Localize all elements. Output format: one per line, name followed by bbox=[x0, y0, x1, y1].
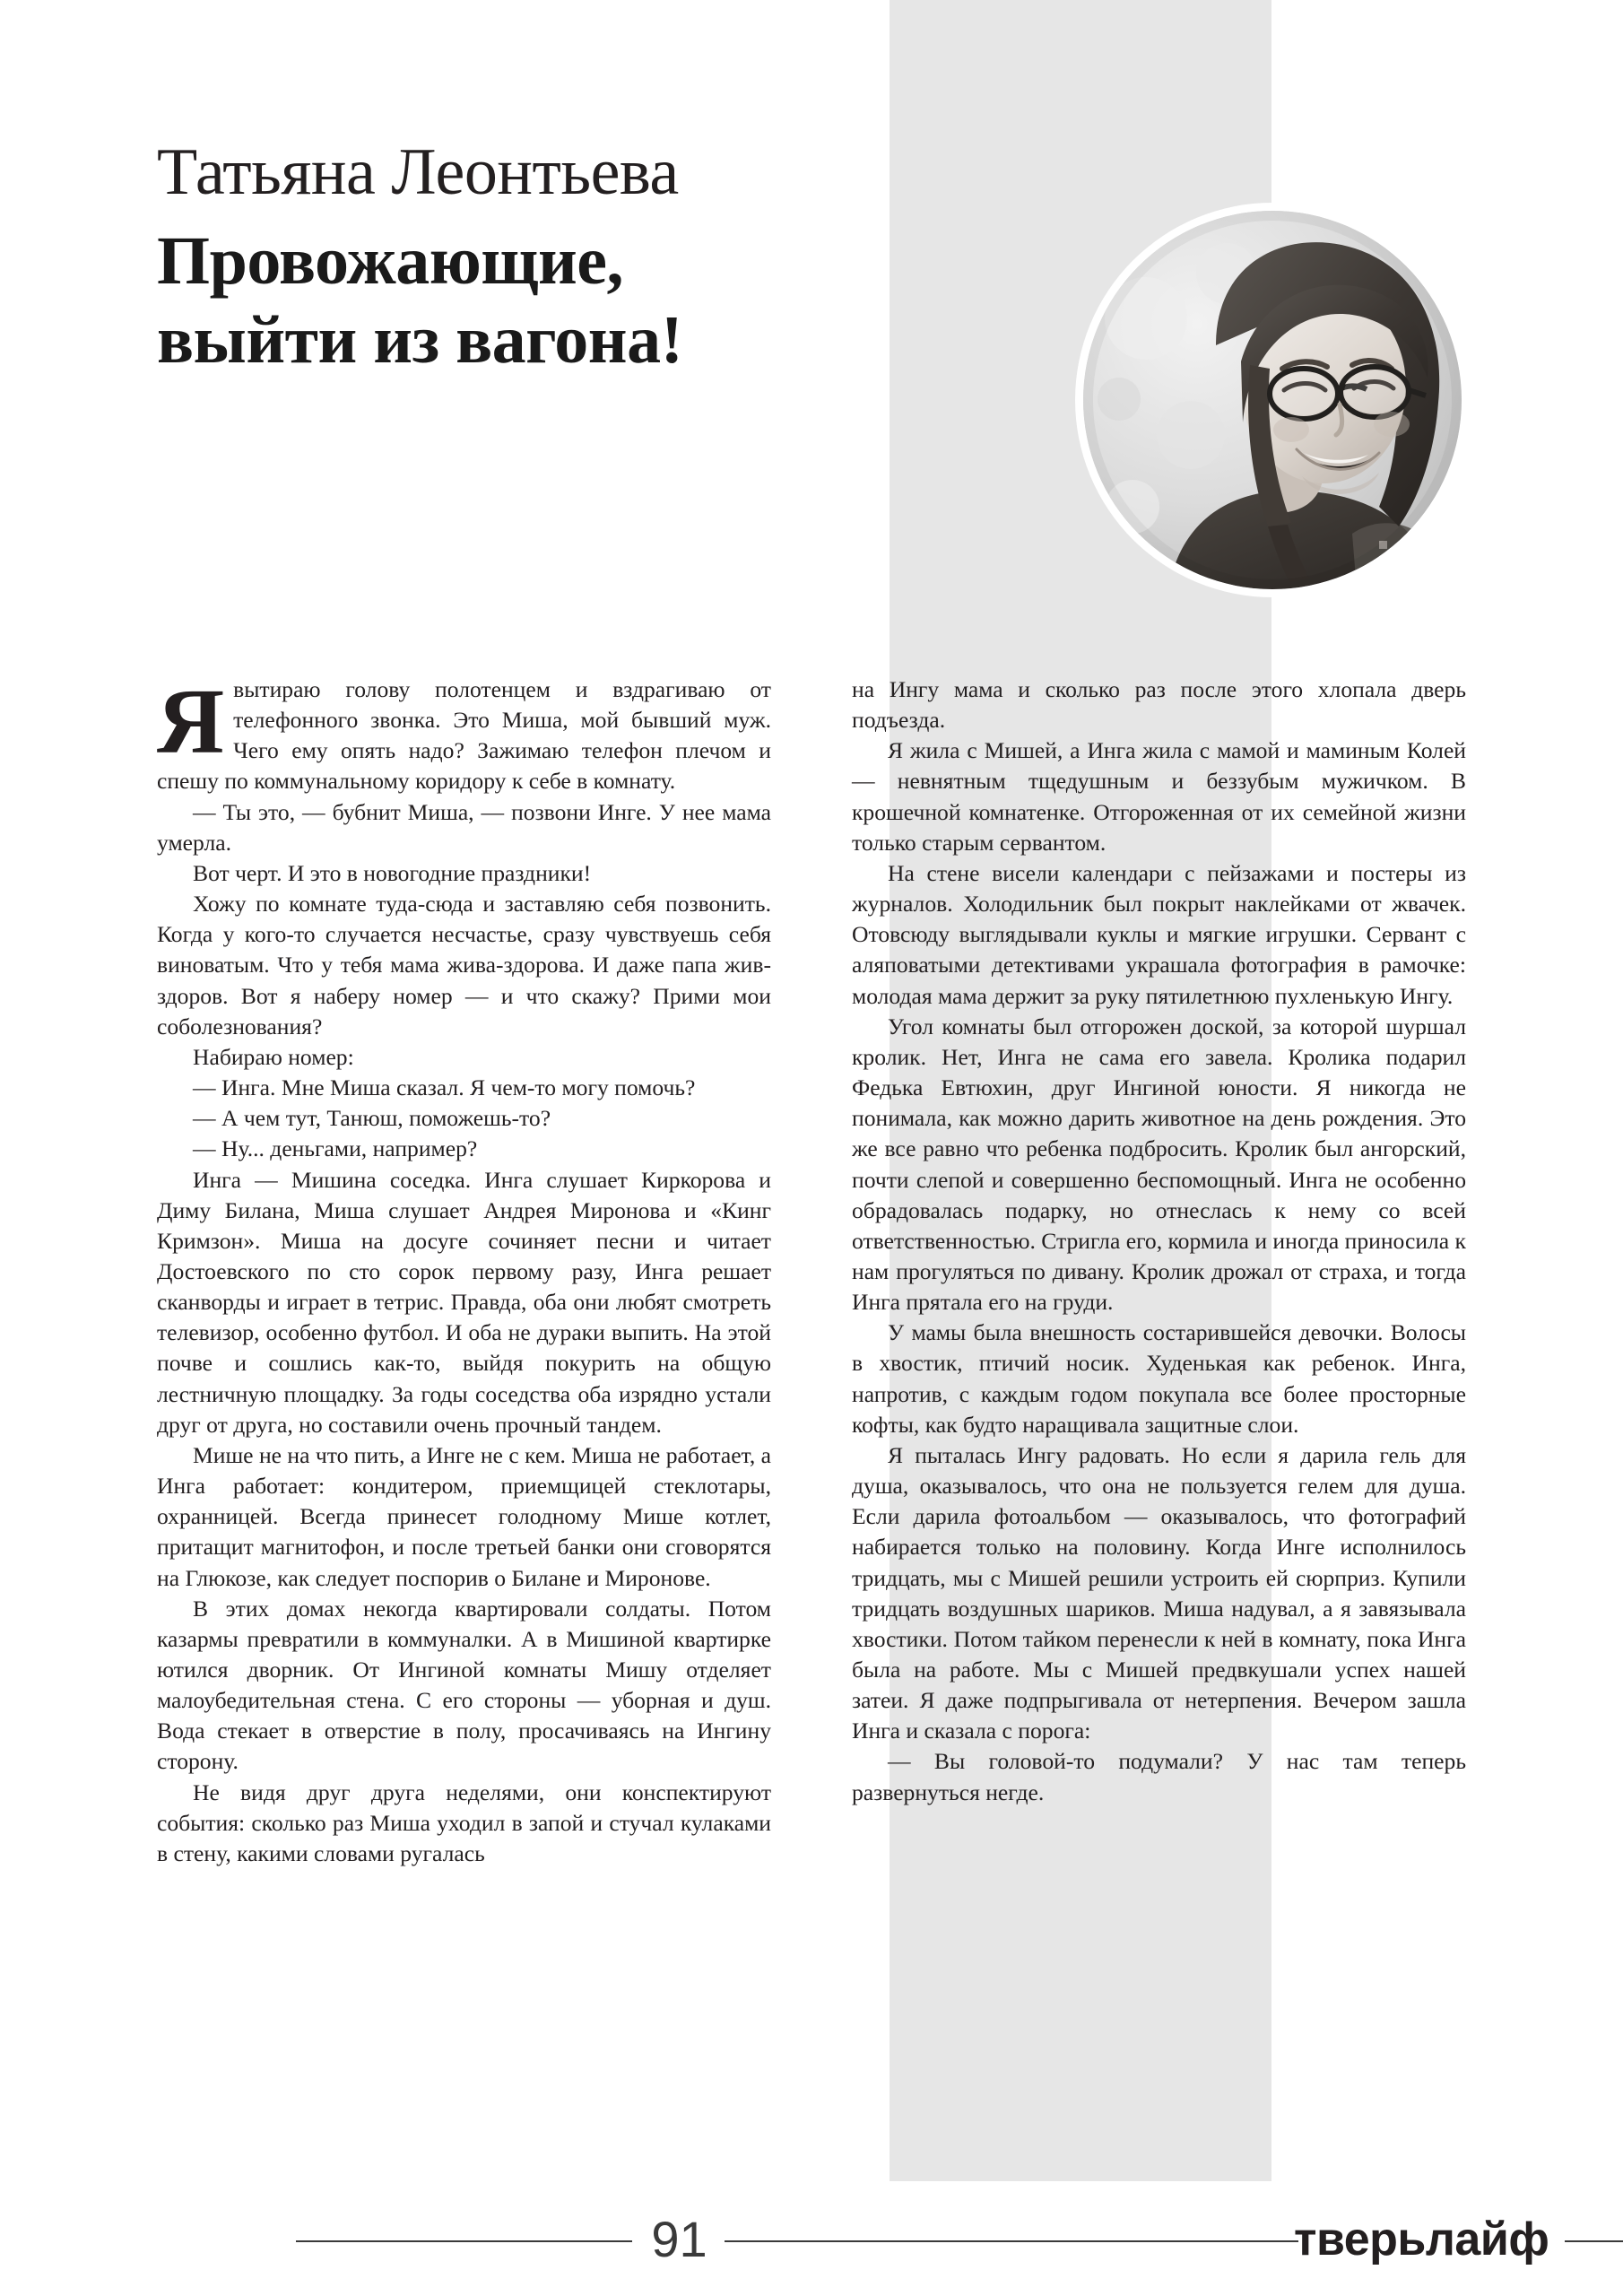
paragraph: — Ты это, — бубнит Миша, — позвони Инге. У нее мама умерла. bbox=[157, 798, 771, 856]
paragraph: Угол комнаты был отгорожен доской, за которой шуршал кролик. Нет, Инга не сама его завела. Кролика подарил Федька Евтюхин, друг Ингиной юности. Я никогда не понимала, как можно дарить животное на день рождения. Это же все равно что ребенка подбросить. Кролик был ангорский, почти слепой и совершенно беспомощный. Инга не особенно обрадовалась подарку, но отнеслась к нему со всей ответственностью. Стригла его, кормила и иногда приносила к нам прогуляться по дивану. Кролик дрожал от страха, и тогда Инга прятала его на груди. bbox=[852, 1013, 1466, 1316]
paragraph: — Инга. Мне Миша сказал. Я чем-то могу помочь? bbox=[193, 1074, 696, 1101]
paragraph: Явытираю голову полотенцем и вздрагиваю от телефонного звонка. Это Миша, мой бывший муж. Чего ему опять надо? Зажимаю телефон плечом и спешу по коммунальному коридору к себе в комнату. bbox=[157, 670, 771, 795]
headline-line-2: выйти из вагона! bbox=[157, 302, 683, 378]
paragraph: В этих домах некогда квартировали солдаты. Потом казармы превратили в коммуналки. А в Мишиной квартирке ютился дворник. От Ингиной комнаты Мишу отделяет малоубедительная стена. С его стороны — уборная и душ. Вода стекает в отверстие в полу, просачиваясь на Ингину сторону. bbox=[157, 1595, 771, 1775]
magazine-logo: тверьлайф bbox=[1294, 2213, 1549, 2266]
paragraph: — Вы головой-то подумали? У нас там теперь развернуться негде. bbox=[852, 1748, 1466, 1805]
column-right bbox=[852, 674, 1466, 1869]
paragraph: на Ингу мама и сколько раз после этого хлопала дверь подъезда. bbox=[852, 676, 1466, 734]
paragraph: Я жила с Мишей, а Инга жила с мамой и маминым Колей — невнятным тщедушным и беззубым мужичком. В крошечной комнатенке. Отгороженная от их семейной жизни только старым сервантом. bbox=[852, 737, 1466, 856]
column-left bbox=[157, 670, 771, 1869]
paragraph: На стене висели календари с пейзажами и постеры из журналов. Холодильник был покрыт наклейками от жвачек. Отовсюду выглядывали куклы и мягкие игрушки. Сервант с аляповатыми детективами украшала фотография в рамочке: молодая мама держит за руку пятилетнюю пухленькую Ингу. bbox=[852, 859, 1466, 1009]
article-body bbox=[157, 670, 1466, 1869]
paragraph: Набираю номер: bbox=[193, 1043, 354, 1070]
paragraph: Мише не на что пить, а Инге не с кем. Миша не работает, а Инга работает: кондитером, приемщицей стеклотары, охранницей. Всегда принесет голодному Мише котлет, притащит магнитофон, и после третьей банки они сговорятся на Глюкозе, как следует поспорив о Билане и Миронове. bbox=[157, 1441, 771, 1591]
paragraph: Не видя друг друга неделями, они конспектируют события: сколько раз Миша уходил в запой и стучал кулаками в стену, какими словами ругалась bbox=[157, 1779, 771, 1866]
paragraph: Хожу по комнате туда-сюда и заставляю себя позвонить. Когда у кого-то случается несчастье, сразу чувствуешь себя виноватым. Что у тебя мама жива-здорова. И даже папа жив-здоров. Вот я наберу номер — и что скажу? Прими мои соболезнования? bbox=[157, 891, 771, 1039]
author-portrait bbox=[1083, 211, 1462, 589]
paragraph: Вот черт. И это в новогодние праздники! bbox=[193, 859, 592, 886]
author-portrait-image bbox=[1083, 211, 1462, 589]
footer-rule-tail bbox=[1565, 2240, 1623, 2242]
footer-rule-right bbox=[725, 2240, 1298, 2242]
page-number: 91 bbox=[651, 2211, 707, 2267]
page-title bbox=[157, 222, 838, 379]
headline-line-1: Провожающие, bbox=[157, 223, 623, 299]
paragraph: Инга — Мишина соседка. Инга слушает Киркорова и Диму Билана, Миша слушает Андрея Миронова и «Кинг Кримзон». Миша на досуге сочиняет песни и читает Достоевского по сто сорок первому разу, Инга решает сканворды и играет в тетрис. Правда, оба они любят смотреть телевизор, особенно футбол. И оба не дураки выпить. На этой почве и сошлись как-то, выйдя покурить на общую лестничную площадку. За годы соседства оба изрядно устали друг от друга, но составили очень прочный тандем. bbox=[157, 1166, 771, 1438]
footer-rule-left bbox=[296, 2240, 632, 2242]
paragraph: — Ну... деньгами, например? bbox=[193, 1135, 478, 1162]
paragraph: У мамы была внешность состарившейся девочки. Волосы в хвостик, птичий носик. Худенькая как ребенок. Инга, напротив, с каждым годом покупала все более просторные кофты, как будто наращивала защитные слои. bbox=[852, 1319, 1466, 1438]
paragraph: Я пыталась Ингу радовать. Но если я дарила гель для душа, оказывалось, что она не пользуется гелем для душа. Если дарила фотоальбом — оказывалось, что фотографий набирается только на половину. Когда Инге исполнилось тридцать, мы с Мишей решили устроить ей сюрприз. Купили тридцать воздушных шариков. Миша надувал, а я завязывала хвостики. Потом тайком перенесли к ней в комнату, пока Инга была на работе. Мы с Мишей предвкушали успех нашей затеи. Я даже подпрыгивала от нетерпения. Вечером зашла Инга и сказала с порога: bbox=[852, 1441, 1466, 1744]
masthead bbox=[157, 135, 838, 379]
paragraph: — А чем тут, Танюш, поможешь-то? bbox=[193, 1105, 551, 1132]
author-name: Татьяна Леонтьева bbox=[157, 135, 679, 209]
page-footer bbox=[0, 2213, 1623, 2296]
